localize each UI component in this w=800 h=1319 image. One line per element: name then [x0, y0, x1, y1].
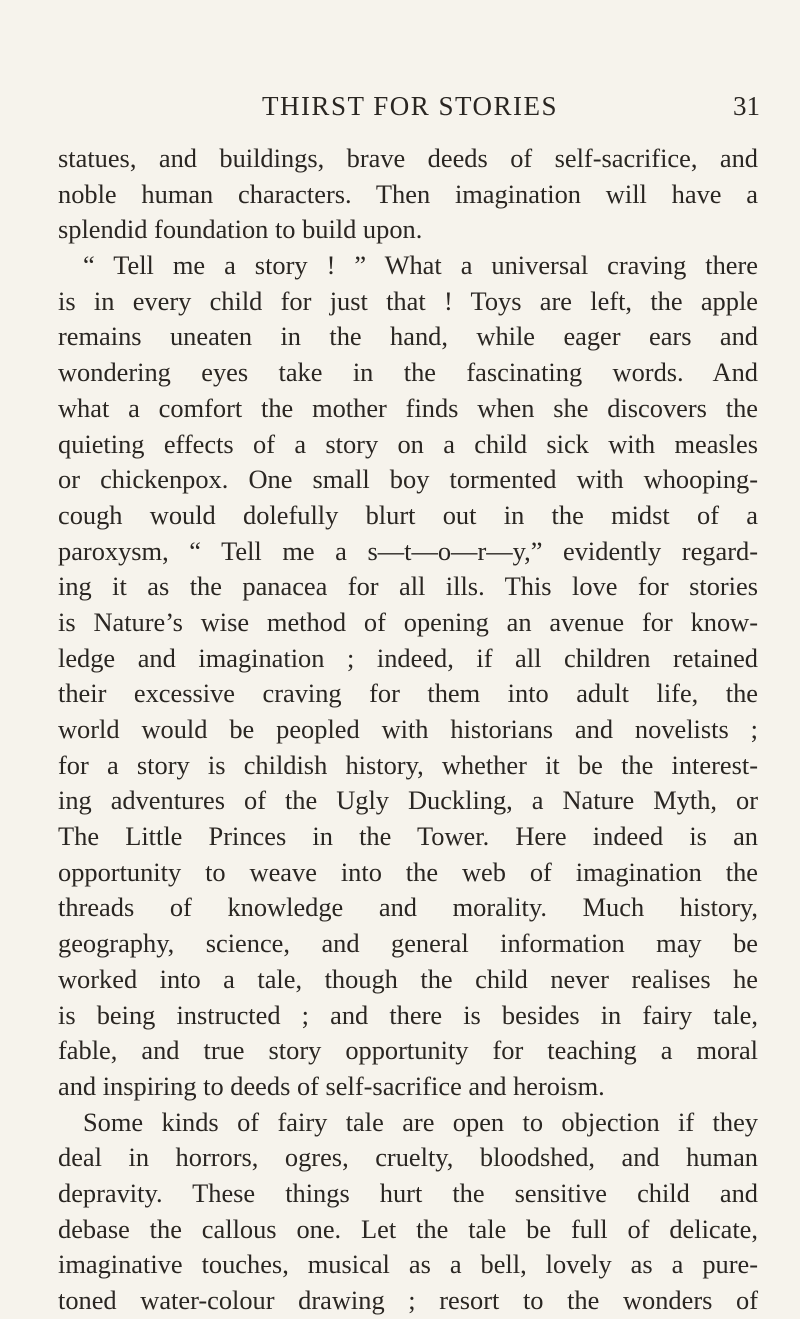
text-line: threads of knowledge and morality. Much history, [58, 892, 758, 923]
body-text [58, 141, 758, 1319]
running-title: THIRST FOR STORIES [261, 91, 559, 121]
text-line: and inspiring to deeds of self-sacrifice and heroism. [58, 1070, 605, 1101]
text-line: depravity. These things hurt the sensitive child and [58, 1177, 758, 1208]
text-line: is Nature’s wise method of opening an avenue for know- [58, 606, 758, 637]
text-line: noble human characters. Then imagination will have a [58, 178, 758, 209]
text-line: ledge and imagination ; indeed, if all children retained [58, 642, 758, 673]
text-line: debase the callous one. Let the tale be full of delicate, [58, 1213, 758, 1244]
text-line: Some kinds of fairy tale are open to objection if they [83, 1106, 758, 1137]
text-line: or chickenpox. One small boy tormented with whooping- [58, 464, 758, 495]
text-line: quieting effects of a story on a child sick with measles [58, 428, 758, 459]
text-line: ing adventures of the Ugly Duckling, a Nature Myth, or [58, 785, 758, 816]
text-line: “ Tell me a story ! ” What a universal craving there [83, 250, 758, 281]
text-line: imaginative touches, musical as a bell, lovely as a pure- [58, 1249, 758, 1280]
text-line: cough would dolefully blurt out in the midst of a [58, 499, 758, 530]
text-line: opportunity to weave into the web of imagination the [58, 856, 758, 887]
text-line: The Little Princes in the Tower. Here indeed is an [58, 821, 758, 852]
text-line: what a comfort the mother finds when she discovers the [58, 392, 758, 423]
text-line: for a story is childish history, whether it be the interest- [58, 749, 758, 780]
running-header [60, 86, 760, 126]
text-line: fable, and true story opportunity for teaching a moral [58, 1035, 758, 1066]
text-line: statues, and buildings, brave deeds of self-sacrifice, and [58, 143, 758, 173]
text-line: ing it as the panacea for all ills. This love for stories [58, 571, 758, 602]
text-line: world would be peopled with historians and novelists ; [58, 714, 758, 744]
text-line: their excessive craving for them into adult life, the [58, 678, 758, 709]
text-line: remains uneaten in the hand, while eager ears and [58, 321, 758, 352]
text-line: is being instructed ; and there is besides in fairy tale, [58, 999, 758, 1030]
text-line: toned water-colour drawing ; resort to the wonders of [58, 1285, 758, 1315]
text-line: splendid foundation to build upon. [58, 214, 423, 245]
page-number: 31 [733, 91, 760, 121]
text-line: wondering eyes take in the fascinating words. And [58, 357, 758, 388]
text-line: worked into a tale, though the child never realises he [58, 963, 758, 994]
text-line: deal in horrors, ogres, cruelty, bloodshed, and human [58, 1142, 758, 1173]
text-line: geography, science, and general information may be [58, 928, 758, 959]
text-line: paroxysm, “ Tell me a s—t—o—r—y,” evidently regard- [58, 535, 758, 566]
text-line: is in every child for just that ! Toys are left, the apple [58, 285, 758, 316]
